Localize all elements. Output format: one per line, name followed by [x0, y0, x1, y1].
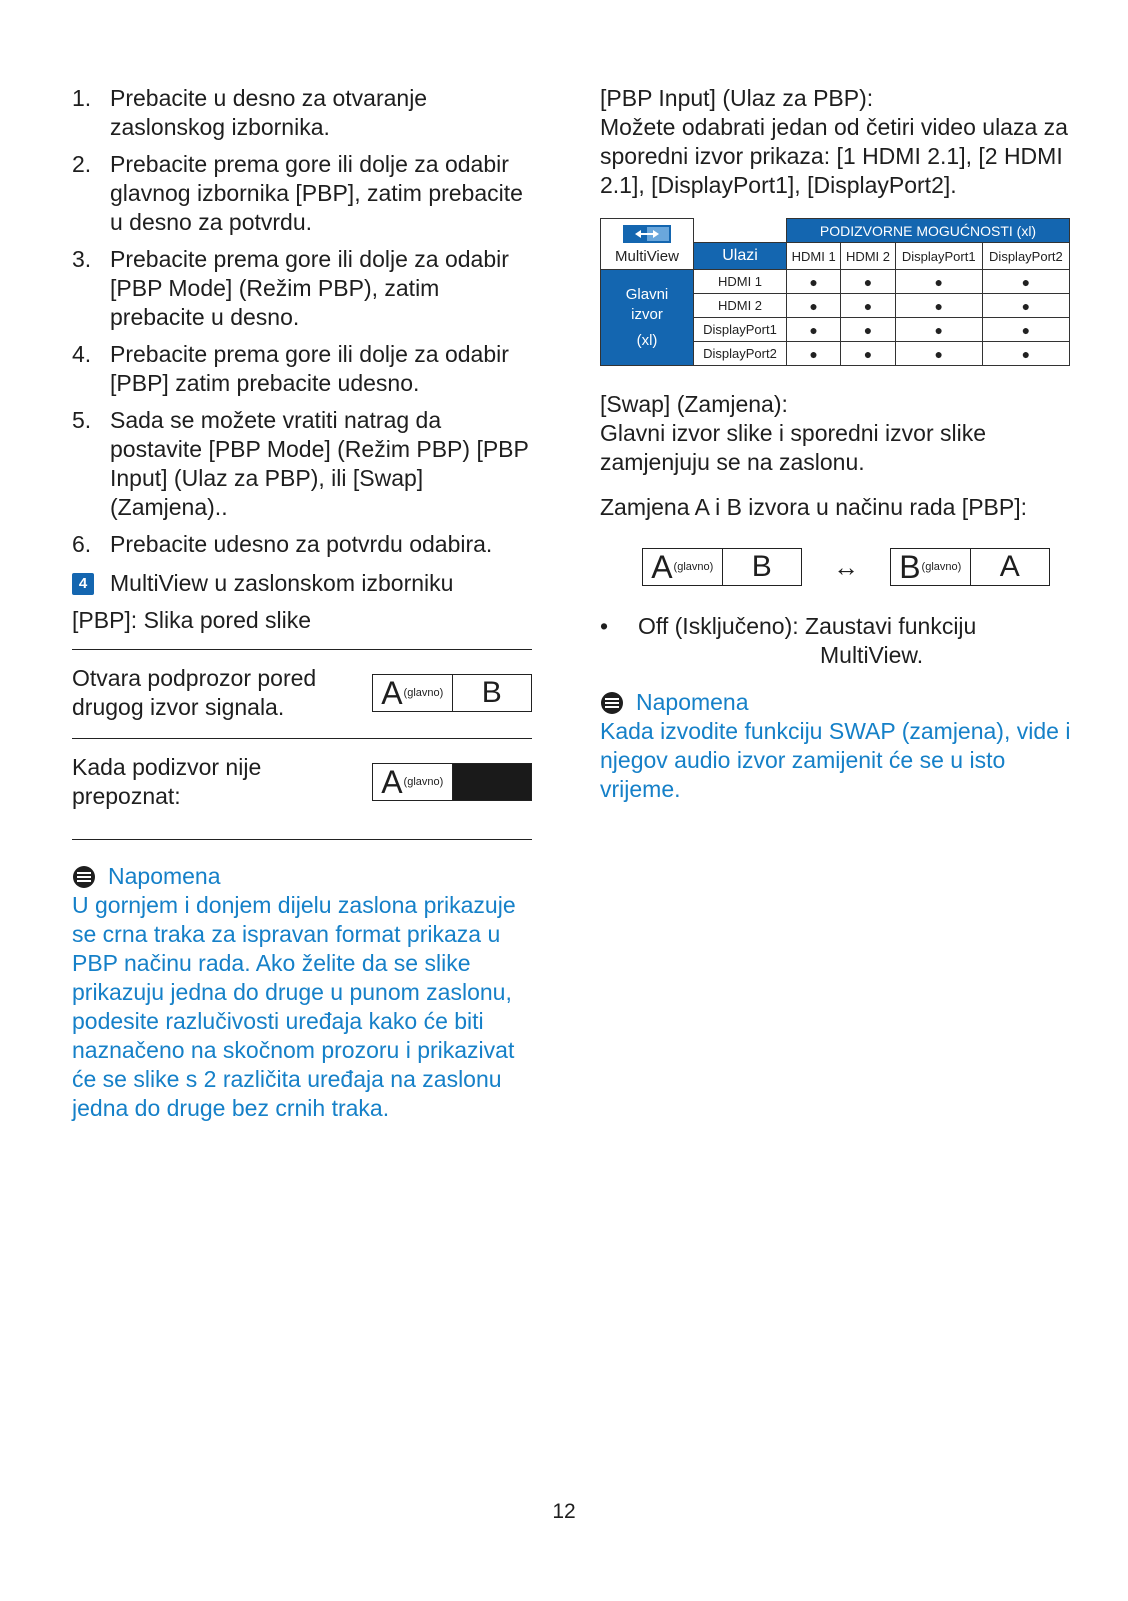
- list-item: [72, 245, 532, 332]
- inputs-label: Ulazi: [694, 243, 787, 270]
- step-number: 6.: [72, 531, 92, 557]
- off-text-2: MultiView.: [820, 642, 924, 668]
- step-text: Prebacite prema gore ili dolje za odabir [PBP Mode] (Režim PBP), zatim prebacite u desno.: [110, 246, 509, 330]
- compat-dot: ●: [895, 342, 982, 366]
- step-text: Prebacite prema gore ili dolje za odabir [PBP] zatim prebacite udesno.: [110, 341, 509, 396]
- step-text: Prebacite prema gore ili dolje za odabir glavnog izbornika [PBP], zatim prebacite u desno za potvrdu.: [110, 151, 523, 235]
- compat-dot: ●: [841, 294, 895, 318]
- left-column: [72, 84, 532, 1123]
- list-item: [72, 406, 532, 522]
- note-text: U gornjem i donjem dijelu zaslona prikazuje se crna traka za ispravan format prikaza u PBP načinu rada. Ako želite da se slike prikazuju jedna do druge u punom zaslonu, podesite razlučivosti uređaja kako će biti naznačeno na skočnom prozoru i prikazivat će se slike s 2 različita uređaja na zaslonu jedna do druge bez crnih traka.: [72, 892, 516, 1121]
- off-label: Off (Isključeno):: [638, 613, 799, 639]
- compat-dot: ●: [787, 294, 841, 318]
- compat-dot: ●: [895, 294, 982, 318]
- compat-dot: ●: [787, 342, 841, 366]
- empty-corner-cell: [694, 219, 787, 243]
- list-item: [72, 84, 532, 142]
- pbp-illustration-table: [72, 649, 532, 840]
- step-number: 3.: [72, 246, 92, 272]
- compat-dot: ●: [841, 318, 895, 342]
- swap-after-screen: B (glavno) A: [890, 548, 1050, 586]
- swap-title: [Swap] (Zamjena):: [600, 391, 788, 417]
- compat-dot: ●: [895, 318, 982, 342]
- list-item: [72, 340, 532, 398]
- column-header: DisplayPort2: [982, 243, 1069, 270]
- step-text: Prebacite udesno za potvrdu odabira.: [110, 531, 493, 557]
- multiview-compatibility-table: [600, 218, 1070, 366]
- compat-dot: ●: [982, 318, 1069, 342]
- note-icon: [72, 865, 96, 889]
- list-item: [72, 530, 532, 559]
- pbp-input-text: Možete odabrati jedan od četiri video ulaza za sporedni izvor prikaza: [1 HDMI 2.1], [2 HDMI 2.1], [DisplayPort1], [DisplayPort2].: [600, 114, 1068, 198]
- compat-dot: ●: [841, 270, 895, 294]
- section-subtitle: [PBP]: Slika pored slike: [72, 607, 312, 633]
- pbp-row-label: Otvara podprozor pored drugog izvor signala.: [72, 665, 317, 720]
- compat-dot: ●: [982, 294, 1069, 318]
- note-title: Napomena: [108, 863, 221, 889]
- pbp-input-title: [PBP Input] (Ulaz za PBP):: [600, 85, 874, 111]
- list-item: [72, 150, 532, 237]
- main-source-label: Glavni izvor (xl): [601, 270, 694, 366]
- compat-dot: ●: [787, 318, 841, 342]
- sub-source-area: B: [481, 676, 502, 709]
- swap-diagram: [642, 548, 1080, 586]
- compat-dot: ●: [982, 342, 1069, 366]
- step-number: 2.: [72, 151, 92, 177]
- multiview-logo: [601, 219, 694, 270]
- section-title: MultiView u zaslonskom izborniku: [110, 570, 454, 596]
- swap-arrow-icon: ↔: [833, 551, 859, 582]
- swap-text-2: Zamjena A i B izvora u načinu rada [PBP]:: [600, 494, 1028, 520]
- row-header: HDMI 1: [694, 270, 787, 294]
- pbp-screen-diagram: [372, 674, 532, 712]
- multiview-icon: [621, 223, 673, 245]
- compat-dot: ●: [787, 270, 841, 294]
- note-title: Napomena: [636, 689, 749, 715]
- section-heading: [72, 569, 532, 598]
- column-header: HDMI 1: [787, 243, 841, 270]
- note-icon: [600, 691, 624, 715]
- column-header: DisplayPort1: [895, 243, 982, 270]
- swap-before-screen: A (glavno) B: [642, 548, 802, 586]
- bullet-icon: •: [600, 613, 609, 639]
- off-item: [600, 612, 1080, 670]
- pbp-row-normal: [72, 650, 532, 739]
- main-source-area: A (glavno): [373, 675, 453, 711]
- multiview-logo-text: MultiView: [615, 248, 679, 265]
- step-text: Sada se možete vratiti natrag da postavite [PBP Mode] (Režim PBP) [PBP Input] (Ulaz za PBP), ili [Swap] (Zamjena)..: [110, 407, 529, 520]
- row-header: HDMI 2: [694, 294, 787, 318]
- step-number: 4.: [72, 341, 92, 367]
- compat-dot: ●: [982, 270, 1069, 294]
- pbp-row-label: Kada podizvor nije prepoznat:: [72, 754, 262, 809]
- main-source-area: A (glavno): [373, 764, 453, 800]
- pbp-row-no-subsource: [72, 739, 532, 840]
- swap-text: Glavni izvor slike i sporedni izvor slike zamjenjuju se na zaslonu.: [600, 420, 987, 475]
- step-number: 5.: [72, 407, 92, 433]
- right-column: [600, 84, 1080, 804]
- section-number-badge: 4: [72, 573, 94, 595]
- pbp-screen-diagram: [372, 763, 532, 801]
- row-header: DisplayPort2: [694, 342, 787, 366]
- steps-list: [72, 84, 532, 559]
- column-header: HDMI 2: [841, 243, 895, 270]
- subsource-header: PODIZVORNE MOGUĆNOSTI (xl): [787, 219, 1070, 243]
- off-text-1: Zaustavi funkciju: [805, 613, 977, 639]
- note-right: [600, 688, 1080, 804]
- note-left: [72, 862, 532, 1123]
- compat-dot: ●: [895, 270, 982, 294]
- note-text: Kada izvodite funkciju SWAP (zamjena), vide i njegov audio izvor zamijenit će se u isto vrijeme.: [600, 718, 1071, 802]
- blank-sub-source-area: [453, 764, 532, 800]
- step-text: Prebacite u desno za otvaranje zaslonskog izbornika.: [110, 85, 428, 140]
- compat-dot: ●: [841, 342, 895, 366]
- step-number: 1.: [72, 85, 92, 111]
- row-header: DisplayPort1: [694, 318, 787, 342]
- page-number: 12: [552, 1500, 576, 1523]
